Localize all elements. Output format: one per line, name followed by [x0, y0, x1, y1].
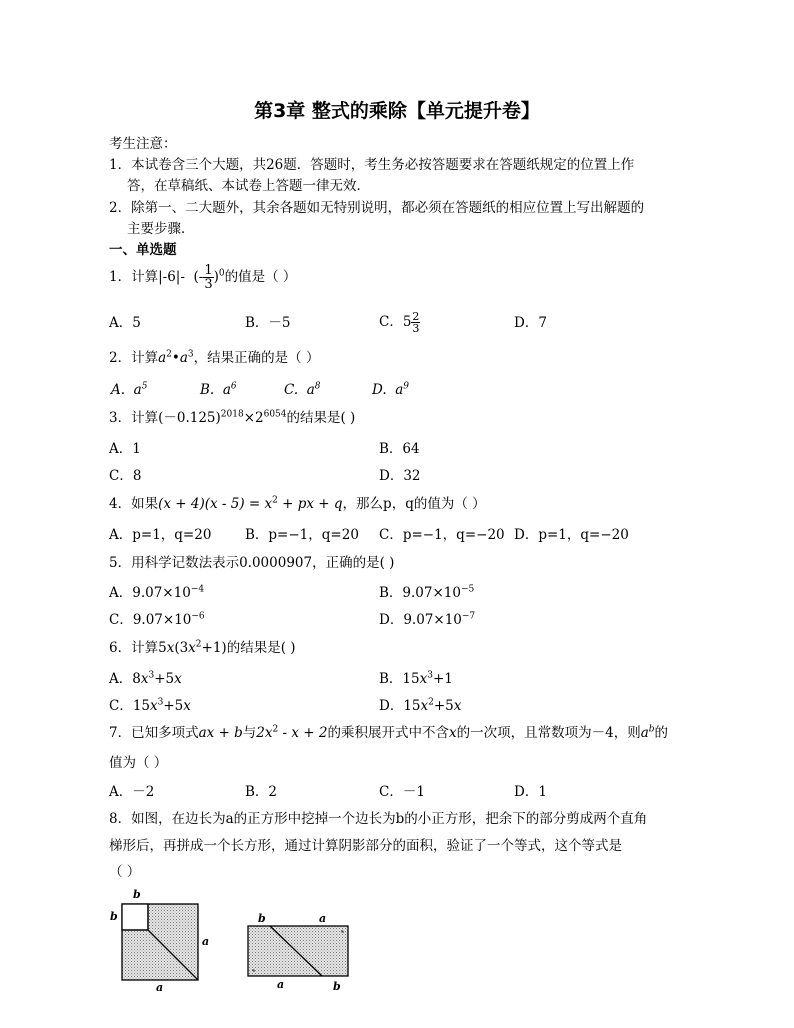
figure-square-with-cutout	[104, 886, 216, 992]
q1-suffix: 的值是（ ）	[224, 269, 297, 285]
q1-prefix: 1．计算	[109, 269, 159, 285]
fig1-label-top: b	[133, 888, 141, 901]
q2-option-c: C. $a^8$	[284, 381, 321, 398]
question-6: 6．计算$5x(3x^2+1)$的结果是( )	[109, 639, 296, 656]
notice-item-2-line-2: 主要步骤．	[127, 221, 195, 237]
page-title: 第3章 整式的乘除【单元提升卷】	[254, 100, 540, 122]
q5-option-d: D．$9.07\times 10^{-7}$	[379, 611, 476, 628]
q2-option-b: B. $a^6$	[200, 381, 237, 398]
fig1-label-left: b	[110, 910, 118, 923]
notice-heading: 考生注意：	[109, 136, 177, 152]
small-square-cutout	[122, 904, 148, 930]
q4-option-a: A．p=1，q=20	[109, 527, 212, 543]
q1-exponent: 0	[218, 268, 225, 279]
q3-option-a: A．1	[109, 441, 141, 457]
q2-option-a: A. $a^5$	[111, 381, 148, 398]
q1-fraction: $\frac{1}{3}$	[204, 263, 213, 292]
q5-option-a: A．$9.07\times 10^{-4}$	[109, 584, 205, 601]
q1-abs: |-6|-	[158, 269, 185, 285]
question-7-line-2: 值为（ ）	[109, 755, 168, 771]
q4-option-d: D．p=1，q=−20	[514, 527, 629, 543]
fig1-label-right: a	[202, 935, 210, 948]
q1-frac-tail: )	[213, 269, 219, 285]
q5-option-b: B．$9.07\times 10^{-5}$	[379, 584, 475, 601]
q4-option-c: C．p=−1，q=−20	[379, 527, 505, 543]
q4-option-b: B．p=−1，q=20	[245, 527, 359, 543]
q3-option-b: B．64	[379, 441, 420, 457]
q6-option-c: C．$15x^3+5x$	[109, 697, 191, 714]
q3-option-c: C．8	[109, 468, 142, 484]
q7-option-b: B．2	[245, 784, 278, 800]
question-7-line-1: 7．已知多项式ax + b与$2x^2 - x + 2$的乘积展开式中不含x的一次项，且常数项为－4，则$a^b$的	[109, 724, 669, 741]
q7-option-d: D．1	[514, 784, 547, 800]
question-5: 5．用科学记数法表示0.0000907，正确的是( )	[109, 555, 395, 571]
q3-option-d: D．32	[379, 468, 421, 484]
fig2-label-bottom-left: a	[277, 978, 285, 991]
notice-item-2-line-1: 2．除第一、二大题外，其余各题如无特别说明，都必须在答题纸的相应位置上写出解题的	[109, 200, 645, 216]
notice-item-1-line-1: 1．本试卷含三个大题，共26题．答题时，考生务必按答题要求在答题纸规定的位置上作	[109, 157, 635, 173]
fig2-label-bottom-right: b	[333, 980, 341, 993]
q6-option-d: D．$15x^2+5x$	[379, 697, 462, 714]
question-4: 4．如果$(x + 4)(x - 5) = x^2$ + px + q，那么p，q的值为（ ）	[109, 495, 486, 512]
figure-rearranged-rectangle	[240, 910, 360, 994]
q7-option-a: A．－2	[109, 784, 155, 800]
q1-option-b: B．－5	[245, 315, 291, 331]
section-heading-single-choice: 一、单选题	[109, 242, 177, 258]
notice-item-1-line-2: 答，在草稿纸、本试卷上答题一律无效．	[127, 178, 370, 194]
q5-option-c: C．$9.07\times 10^{-6}$	[109, 611, 205, 628]
q1-frac-lead: (-	[193, 269, 204, 285]
q6-option-a: A．$8x^3+5x$	[109, 670, 182, 687]
fig2-label-top-right: a	[319, 912, 327, 925]
q1-option-c: C．5 $\frac{2}{3}$	[379, 310, 420, 335]
q2-option-d: D. $a^9$	[372, 381, 410, 398]
question-1	[109, 264, 296, 291]
question-8-line-2: 梯形后，再拼成一个长方形，通过计算阴影部分的面积，验证了一个等式，这个等式是	[109, 838, 622, 854]
question-8-line-1: 8．如图，在边长为a的正方形中挖掉一个边长为b的小正方形，把余下的部分剪成两个直角	[109, 811, 648, 827]
rectangle-shaded	[248, 926, 348, 976]
q1-option-d: D．7	[514, 315, 547, 331]
fig1-label-bottom: a	[156, 981, 164, 992]
question-3: 3．计算$(-0.125)^{2018}\times 2^{6054}$的结果是( )	[109, 409, 356, 426]
q6-option-b: B．$15x^3+1$	[379, 670, 453, 687]
fig2-label-top-left: b	[258, 912, 266, 925]
question-2: 2．计算$a^2•a^3$，结果正确的是（ ）	[109, 349, 320, 366]
question-8-line-3: （ ）	[109, 864, 141, 880]
q1-option-a: A．5	[109, 315, 141, 331]
q7-option-c: C．－1	[379, 784, 425, 800]
